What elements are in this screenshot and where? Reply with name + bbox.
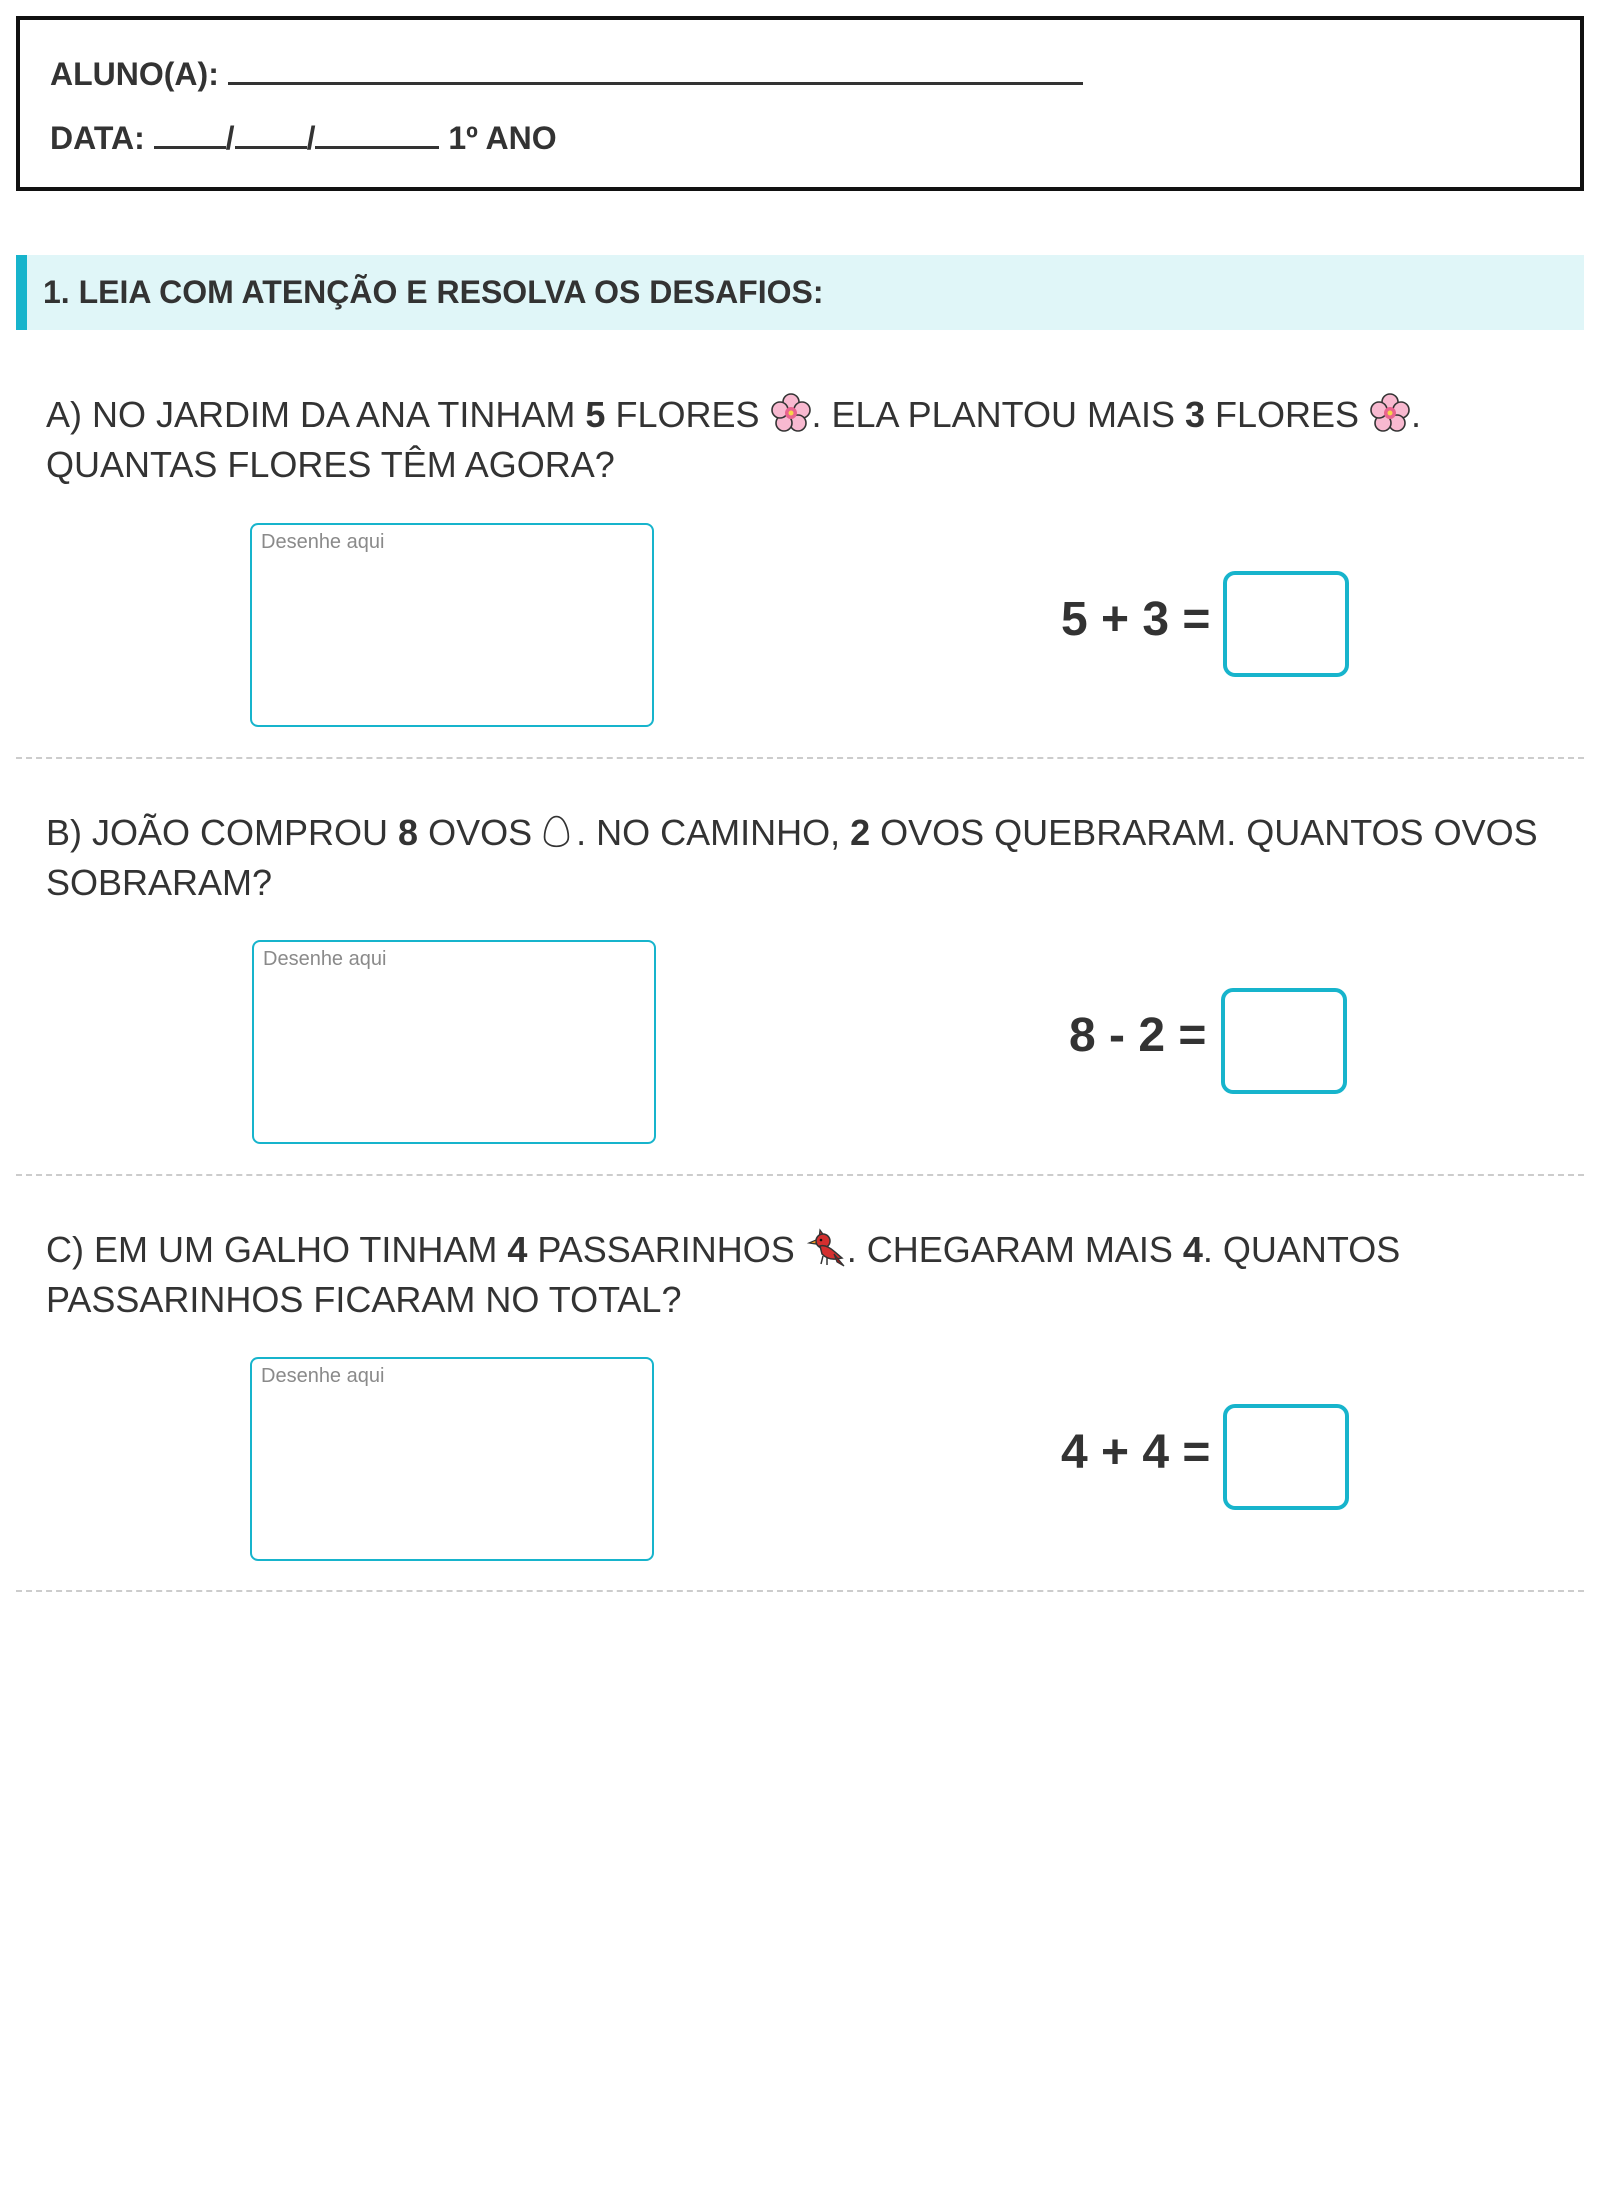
date-line xyxy=(50,120,557,157)
equation-c: 4 + 4 = xyxy=(1061,1426,1211,1479)
question-number: 8 xyxy=(398,812,419,853)
section-heading xyxy=(16,255,1584,330)
question-text: FLORES xyxy=(605,394,770,435)
date-separator: / xyxy=(306,120,316,156)
question-text: PASSARINHOS xyxy=(527,1229,805,1270)
question-text: . NO CAMINHO, xyxy=(576,812,851,853)
date-label: DATA: xyxy=(50,120,145,156)
drawing-placeholder: Desenhe aqui xyxy=(261,531,385,553)
question-number: 4 xyxy=(507,1229,528,1270)
question-text: OVOS xyxy=(418,812,543,853)
question-number: 5 xyxy=(585,394,606,435)
divider xyxy=(16,1174,1584,1176)
drawing-area-c[interactable] xyxy=(250,1357,654,1561)
question-text: A) NO JARDIM DA ANA TINHAM xyxy=(46,394,586,435)
equation-a: 5 + 3 = xyxy=(1061,593,1211,646)
question-c-line2: PASSARINHOS FICARAM NO TOTAL? xyxy=(46,1279,682,1320)
question-b xyxy=(46,808,1566,908)
question-number: 3 xyxy=(1184,394,1205,435)
question-c-line1 xyxy=(46,1225,1566,1275)
question-a-line1 xyxy=(46,390,1566,440)
student-name-line xyxy=(50,56,1083,93)
divider xyxy=(16,1590,1584,1592)
answer-box-c[interactable] xyxy=(1223,1404,1349,1510)
cherry-blossom-icon xyxy=(770,393,812,433)
drawing-placeholder: Desenhe aqui xyxy=(261,1365,385,1387)
section-title: 1. LEIA COM ATENÇÃO E RESOLVA OS DESAFIOS: xyxy=(43,274,824,310)
question-text: FLORES xyxy=(1205,394,1370,435)
question-text: C) EM UM GALHO TINHAM xyxy=(46,1229,508,1270)
question-text: B) JOÃO COMPROU xyxy=(46,812,399,853)
question-a-line2: QUANTAS FLORES TÊM AGORA? xyxy=(46,444,615,485)
date-separator: / xyxy=(225,120,235,156)
answer-box-b[interactable] xyxy=(1221,988,1347,1094)
egg-icon xyxy=(542,811,576,851)
cherry-blossom-icon xyxy=(1369,393,1411,433)
question-text: . CHEGARAM MAIS xyxy=(846,1229,1183,1270)
drawing-placeholder: Desenhe aqui xyxy=(263,948,387,970)
question-text: . ELA PLANTOU MAIS xyxy=(811,394,1185,435)
answer-box-a[interactable] xyxy=(1223,571,1349,677)
date-day-field[interactable] xyxy=(154,124,226,149)
equation-b: 8 - 2 = xyxy=(1069,1009,1207,1062)
question-number: 2 xyxy=(850,812,871,853)
question-c xyxy=(46,1225,1566,1325)
student-info-box xyxy=(16,16,1584,191)
divider xyxy=(16,757,1584,759)
drawing-area-b[interactable] xyxy=(252,940,656,1144)
student-label: ALUNO(A): xyxy=(50,56,219,92)
question-text: . xyxy=(1411,394,1422,435)
question-b-line2: SOBRARAM? xyxy=(46,862,273,903)
question-text: . QUANTOS xyxy=(1202,1229,1401,1270)
bird-icon xyxy=(805,1228,847,1268)
grade-label: 1º ANO xyxy=(448,120,557,156)
question-b-line1 xyxy=(46,808,1566,858)
question-a xyxy=(46,390,1566,490)
date-year-field[interactable] xyxy=(315,124,439,149)
date-month-field[interactable] xyxy=(235,124,307,149)
student-name-field[interactable] xyxy=(228,60,1083,85)
question-number: 4 xyxy=(1182,1229,1203,1270)
drawing-area-a[interactable] xyxy=(250,523,654,727)
question-text: OVOS QUEBRARAM. QUANTOS OVOS xyxy=(870,812,1538,853)
